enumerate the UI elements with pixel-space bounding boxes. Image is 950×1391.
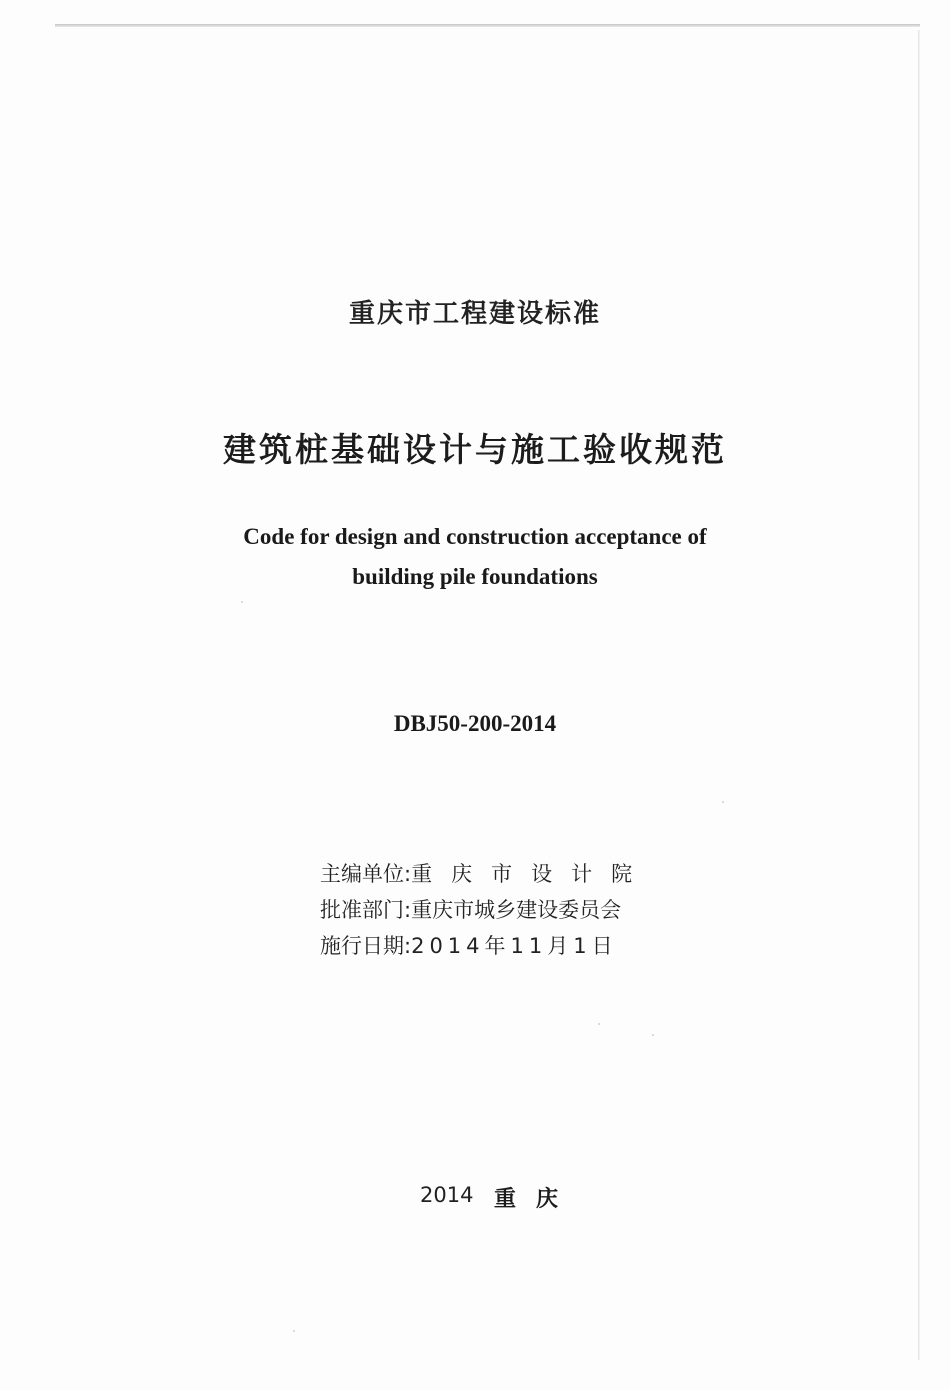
paper-speck — [598, 1023, 600, 1025]
series-title: 重庆市工程建设标准 — [348, 299, 601, 329]
effective-date-label: 施行日期: — [320, 934, 412, 958]
paper-speck — [722, 801, 724, 803]
footer-year: 2014 — [420, 1183, 474, 1207]
paper-speck — [652, 1034, 654, 1036]
page-right-edge — [918, 30, 920, 1360]
title-en-line-1: Code for design and construction acceptance of — [243, 524, 707, 549]
approver-value: 重庆市城乡建设委员会 — [411, 898, 622, 922]
info-block — [320, 856, 680, 964]
title-en-line-2: building pile foundations — [352, 564, 598, 589]
effective-date-value: 2014年11月1日 — [411, 934, 618, 958]
paper-speck — [293, 1330, 295, 1332]
footer-city: 重庆 — [494, 1187, 579, 1212]
approver-label: 批准部门: — [320, 898, 412, 922]
main-title-cn: 建筑桩基础设计与施工验收规范 — [223, 430, 727, 469]
approver-row — [320, 892, 680, 928]
effective-date-row — [320, 928, 680, 964]
editor-label: 主编单位: — [320, 862, 412, 886]
page-top-edge — [55, 24, 920, 27]
editor-value: 重庆市设计院 — [411, 862, 652, 886]
paper-speck — [241, 601, 243, 603]
standard-code: DBJ50-200-2014 — [393, 711, 557, 736]
editor-row — [320, 856, 680, 892]
